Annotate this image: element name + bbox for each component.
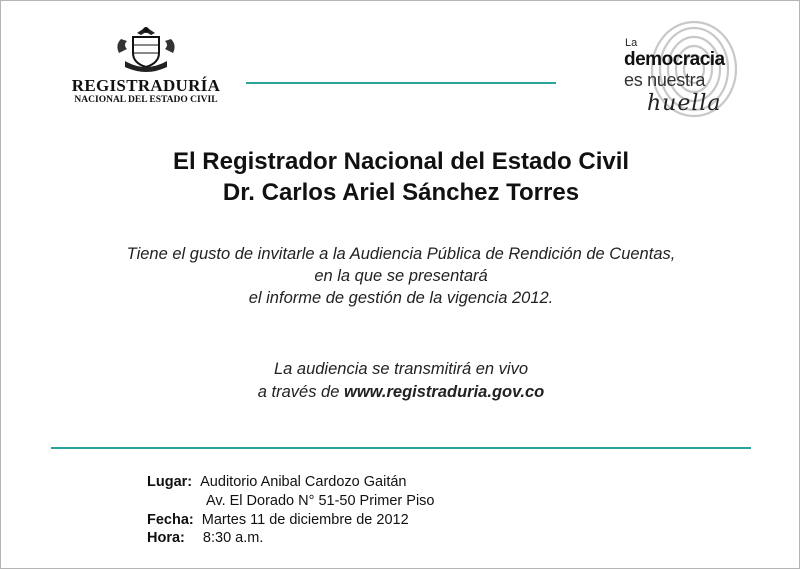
campaign-democracia: democracia bbox=[624, 49, 725, 70]
campaign-logo bbox=[619, 19, 749, 119]
fecha-label: Fecha: bbox=[147, 512, 194, 528]
broadcast-line-1: La audiencia se transmitirá en vivo bbox=[273, 360, 529, 378]
fecha-row bbox=[147, 511, 409, 529]
title-line-1: El Registrador Nacional del Estado Civil bbox=[172, 148, 630, 175]
campaign-huella: huella bbox=[647, 91, 722, 116]
broadcast-prefix: a través de bbox=[257, 383, 340, 401]
coat-of-arms-icon bbox=[111, 23, 181, 75]
fecha-value: Martes 11 de diciembre de 2012 bbox=[201, 512, 409, 528]
broadcast-line-2 bbox=[1, 381, 800, 403]
title-line-2: Dr. Carlos Ariel Sánchez Torres bbox=[222, 179, 580, 206]
org-name: REGISTRADURÍA bbox=[71, 76, 221, 95]
invitation-line-3: el informe de gestión de la vigencia 2012. bbox=[248, 289, 554, 307]
lugar-address: Av. El Dorado N° 51-50 Primer Piso bbox=[206, 493, 435, 509]
invitation-line-1: Tiene el gusto de invitarle a la Audiencia Pública de Rendición de Cuentas, bbox=[126, 245, 676, 263]
lugar-value: Auditorio Anibal Cardozo Gaitán bbox=[200, 474, 407, 490]
lugar-label: Lugar: bbox=[147, 474, 193, 490]
lugar-row bbox=[147, 473, 407, 491]
org-subtitle: NACIONAL DEL ESTADO CIVIL bbox=[74, 95, 218, 105]
registraduria-logo bbox=[71, 23, 221, 113]
header-divider bbox=[246, 82, 556, 84]
details-divider bbox=[51, 447, 751, 449]
hora-row bbox=[147, 529, 263, 547]
campaign-es-nuestra: es nuestra bbox=[624, 70, 706, 90]
invitation-line-2: en la que se presentará bbox=[314, 267, 488, 285]
website-link[interactable]: www.registraduria.gov.co bbox=[344, 383, 545, 401]
campaign-la: La bbox=[625, 37, 638, 49]
hora-label: Hora: bbox=[147, 530, 185, 546]
hora-value: 8:30 a.m. bbox=[202, 530, 264, 546]
